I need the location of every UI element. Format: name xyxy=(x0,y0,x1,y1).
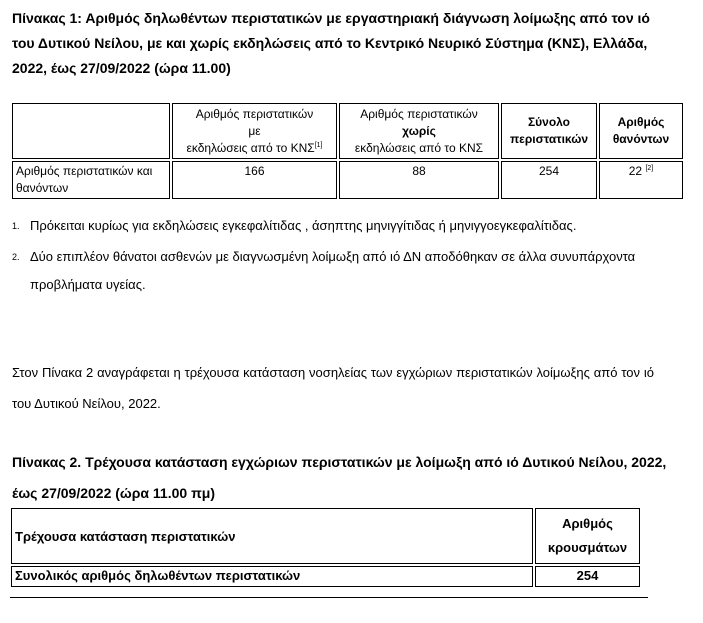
header-with-cns-line1: Αριθμός περιστατικών xyxy=(195,106,314,121)
value-deaths-cell xyxy=(599,161,683,199)
table1-header-row xyxy=(12,103,683,159)
footnote-2 xyxy=(12,243,672,299)
footnote-1-text: Πρόκειται κυρίως για εκδηλώσεις εγκεφαλίτιδας , άσηπτης μηνιγγίτιδας ή μηνιγγοεγκεφαλίτιδας. xyxy=(30,218,577,233)
footnote-ref-2: [2] xyxy=(645,165,654,172)
value-total: 254 xyxy=(501,161,597,199)
table1-header-without-cns xyxy=(339,103,499,159)
value-without-cns: 88 xyxy=(339,161,499,199)
header-without-cns-line2: χωρίς xyxy=(402,123,436,138)
table1-corner-cell xyxy=(12,103,170,159)
footnote-ref-1: [1] xyxy=(314,141,323,149)
table1 xyxy=(10,101,685,201)
table1-title: Πίνακας 1: Αριθμός δηλωθέντων περιστατικών με εργαστηριακή διάγνωση λοίμωξης από τον ιό του Δυτικού Νείλου, με και χωρίς εκδηλώσεις από το Κεντρικό Νευρικό Σύστημα (ΚΝΣ), Ελλάδα, 2022, έως 27/09/2022 (ώρα 11.00) xyxy=(12,10,650,76)
footnotes xyxy=(12,212,672,299)
table2-data-row xyxy=(11,566,640,587)
table1-data-row xyxy=(12,161,683,199)
table2-header-row xyxy=(11,508,640,564)
header-with-cns-line3: εκδηλώσεις από το ΚΝΣ xyxy=(186,140,315,155)
table1-row-label: Αριθμός περιστατικών και θανόντων xyxy=(12,161,170,199)
body-paragraph: Στον Πίνακα 2 αναγράφεται η τρέχουσα κατάσταση νοσηλείας των εγχώριων περιστατικών λοίμωξης από τον ιό του Δυτικού Νείλου, 2022. xyxy=(12,365,654,411)
table1-header-total: Σύνολο περιστατικών xyxy=(501,103,597,159)
value-deaths: 22 xyxy=(628,164,643,178)
table2 xyxy=(9,506,642,589)
table2-row-value: 254 xyxy=(535,566,640,587)
footnote-1 xyxy=(12,212,672,240)
header-without-cns-line3: εκδηλώσεις από το ΚΝΣ xyxy=(354,140,484,155)
footnote-2-number: 2. xyxy=(12,252,20,262)
table2-header-label: Τρέχουσα κατάσταση περιστατικών xyxy=(11,508,533,564)
bottom-rule xyxy=(10,597,648,598)
table2-row-label: Συνολικός αριθμός δηλωθέντων περιστατικών xyxy=(11,566,533,587)
header-without-cns-line1: Αριθμός περιστατικών xyxy=(360,106,478,121)
value-with-cns: 166 xyxy=(172,161,337,199)
table1-header-with-cns xyxy=(172,103,337,159)
footnote-2-text: Δύο επιπλέον θάνατοι ασθενών με διαγνωσμένη λοίμωξη από ιό ΔΝ αποδόθηκαν σε άλλα συνυπάρχοντα προβλήματα υγείας. xyxy=(30,249,636,292)
table1-header-deaths: Αριθμός θανόντων xyxy=(599,103,683,159)
footnote-1-number: 1. xyxy=(12,221,20,231)
table2-title: Πίνακας 2. Τρέχουσα κατάσταση εγχώριων περιστατικών με λοίμωξη από ιό Δυτικού Νείλου, 2022, έως 27/09/2022 (ώρα 11.00 πμ) xyxy=(12,454,667,501)
header-with-cns-line2: με xyxy=(248,123,261,138)
table2-header-count: Αριθμός κρουσμάτων xyxy=(535,508,640,564)
